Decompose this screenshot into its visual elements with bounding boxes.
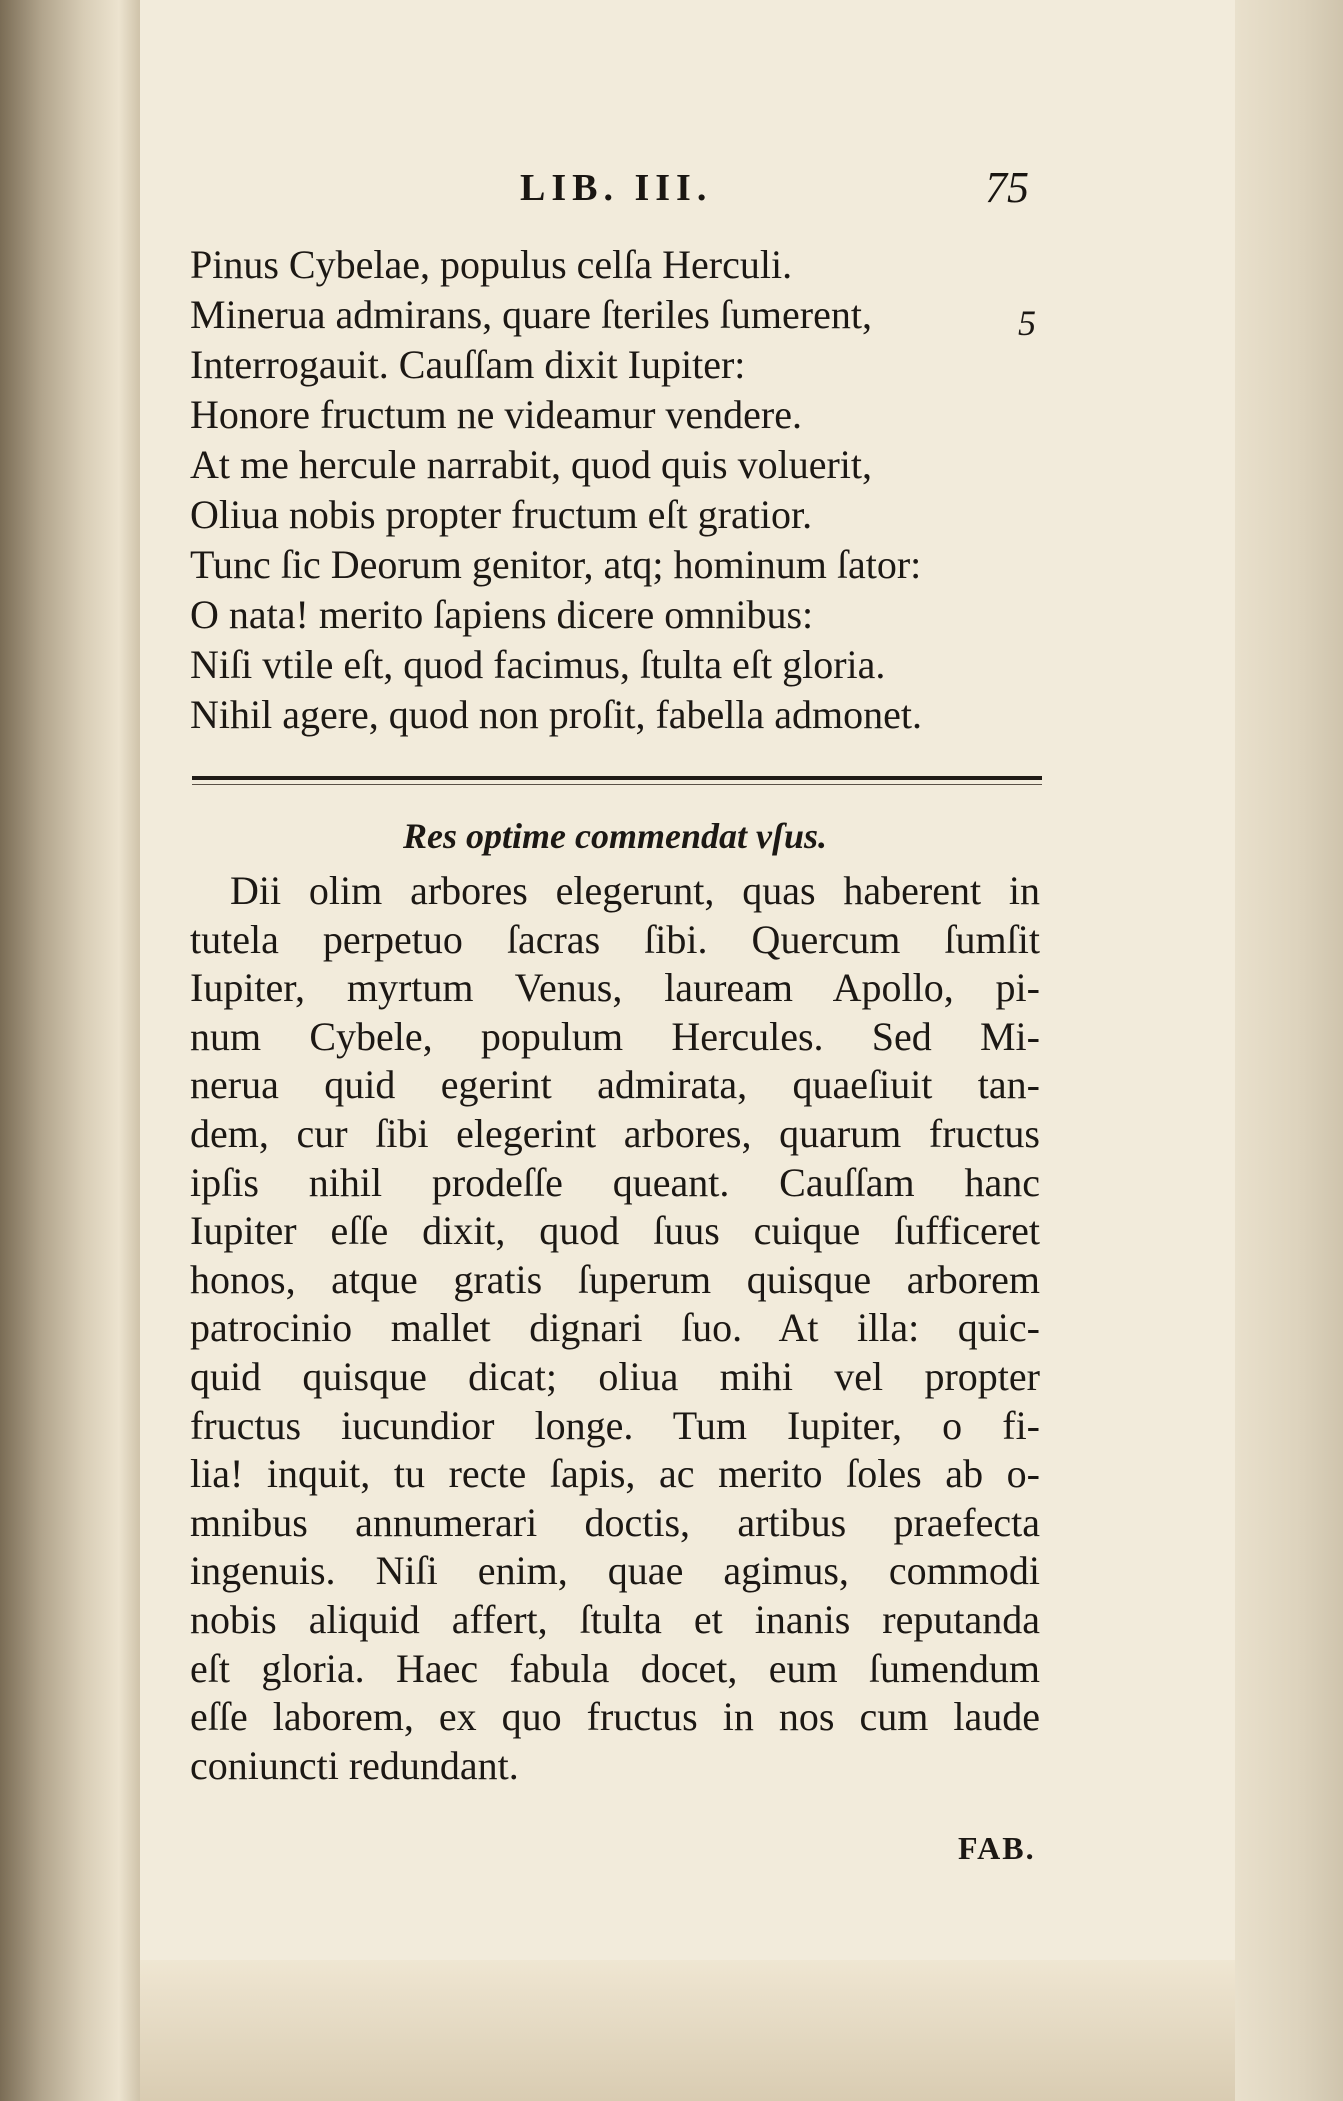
verse-line: O nata! merito ſapiens dicere omnibus: [190, 592, 814, 637]
prose-line: Dii olim arbores elegerunt, quas haberent in [230, 868, 1040, 913]
prose-line: dem, cur ſibi elegerint arbores, quarum fructus [190, 1110, 1040, 1156]
verse-line: Oliua nobis propter fructum eſt gratior. [190, 492, 813, 537]
prose-line: mnibus annumerari doctis, artibus praefecta [190, 1499, 1040, 1545]
prose-line: lia! inquit, tu recte ſapis, ac merito ſoles ab o- [190, 1451, 1040, 1497]
margin-line-number: 5 [1018, 303, 1036, 343]
page-number: 75 [985, 163, 1029, 212]
book-gutter [0, 0, 140, 2101]
prose-line: ipſis nihil prodeſſe queant. Cauſſam hanc [190, 1159, 1040, 1205]
prose-line: Iupiter, myrtum Venus, lauream Apollo, pi- [190, 965, 1040, 1011]
section-divider-thin [192, 784, 1042, 785]
catchword: FAB. [958, 1830, 1036, 1866]
prose-line: ingenuis. Niſi enim, quae agimus, commodi [190, 1548, 1040, 1594]
verse-line: At me hercule narrabit, quod quis voluerit, [190, 442, 873, 487]
verse-line: Pinus Cybelae, populus celſa Herculi. [190, 242, 793, 287]
prose-line: nerua quid egerint admirata, quaeſiuit tan- [190, 1062, 1040, 1108]
prose-line: tutela perpetuo ſacras ſibi. Quercum ſumſit [190, 916, 1040, 962]
verse-line: Honore fructum ne videamur vendere. [190, 392, 802, 437]
prose-line: eſſe laborem, ex quo fructus in nos cum laude [190, 1694, 1040, 1740]
verse-line: Nihil agere, quod non proſit, fabella admonet. [190, 692, 923, 737]
prose-line: quid quisque dicat; oliua mihi vel propter [190, 1353, 1040, 1399]
prose-fable [190, 867, 1040, 1790]
verse-line: Tunc ſic Deorum genitor, atq; hominum ſator: [190, 542, 922, 587]
prose-line: honos, atque gratis ſuperum quisque arborem [190, 1256, 1040, 1302]
prose-line: fructus iucundior longe. Tum Iupiter, o fi- [190, 1402, 1040, 1448]
prose-line: patrocinio mallet dignari ſuo. At illa: quic- [190, 1305, 1040, 1351]
prose-line: nobis aliquid affert, ſtulta et inanis reputanda [190, 1596, 1040, 1642]
adjacent-page-edge [1235, 0, 1343, 2101]
page-header [190, 160, 1050, 220]
verse-line: Interrogauit. Cauſſam dixit Iupiter: [190, 342, 746, 387]
verse-line: Minerua admirans, quare ſteriles ſumerent, [190, 292, 872, 337]
running-head: LIB. III. [520, 167, 713, 209]
prose-line: coniuncti redundant. [190, 1742, 519, 1788]
prose-line: eſt gloria. Haec fabula docet, eum ſumendum [190, 1645, 1040, 1691]
verse-fable [190, 240, 1070, 740]
prose-title: Res optime commendat vſus. [403, 816, 827, 856]
prose-line: num Cybele, populum Hercules. Sed Mi- [190, 1013, 1040, 1059]
prose-line: Iupiter eſſe dixit, quod ſuus cuique ſufficeret [190, 1208, 1040, 1254]
page-bottom-edge [140, 1960, 1235, 2101]
section-divider [192, 776, 1042, 780]
verse-line: Niſi vtile eſt, quod facimus, ſtulta eſt gloria. [190, 642, 886, 687]
